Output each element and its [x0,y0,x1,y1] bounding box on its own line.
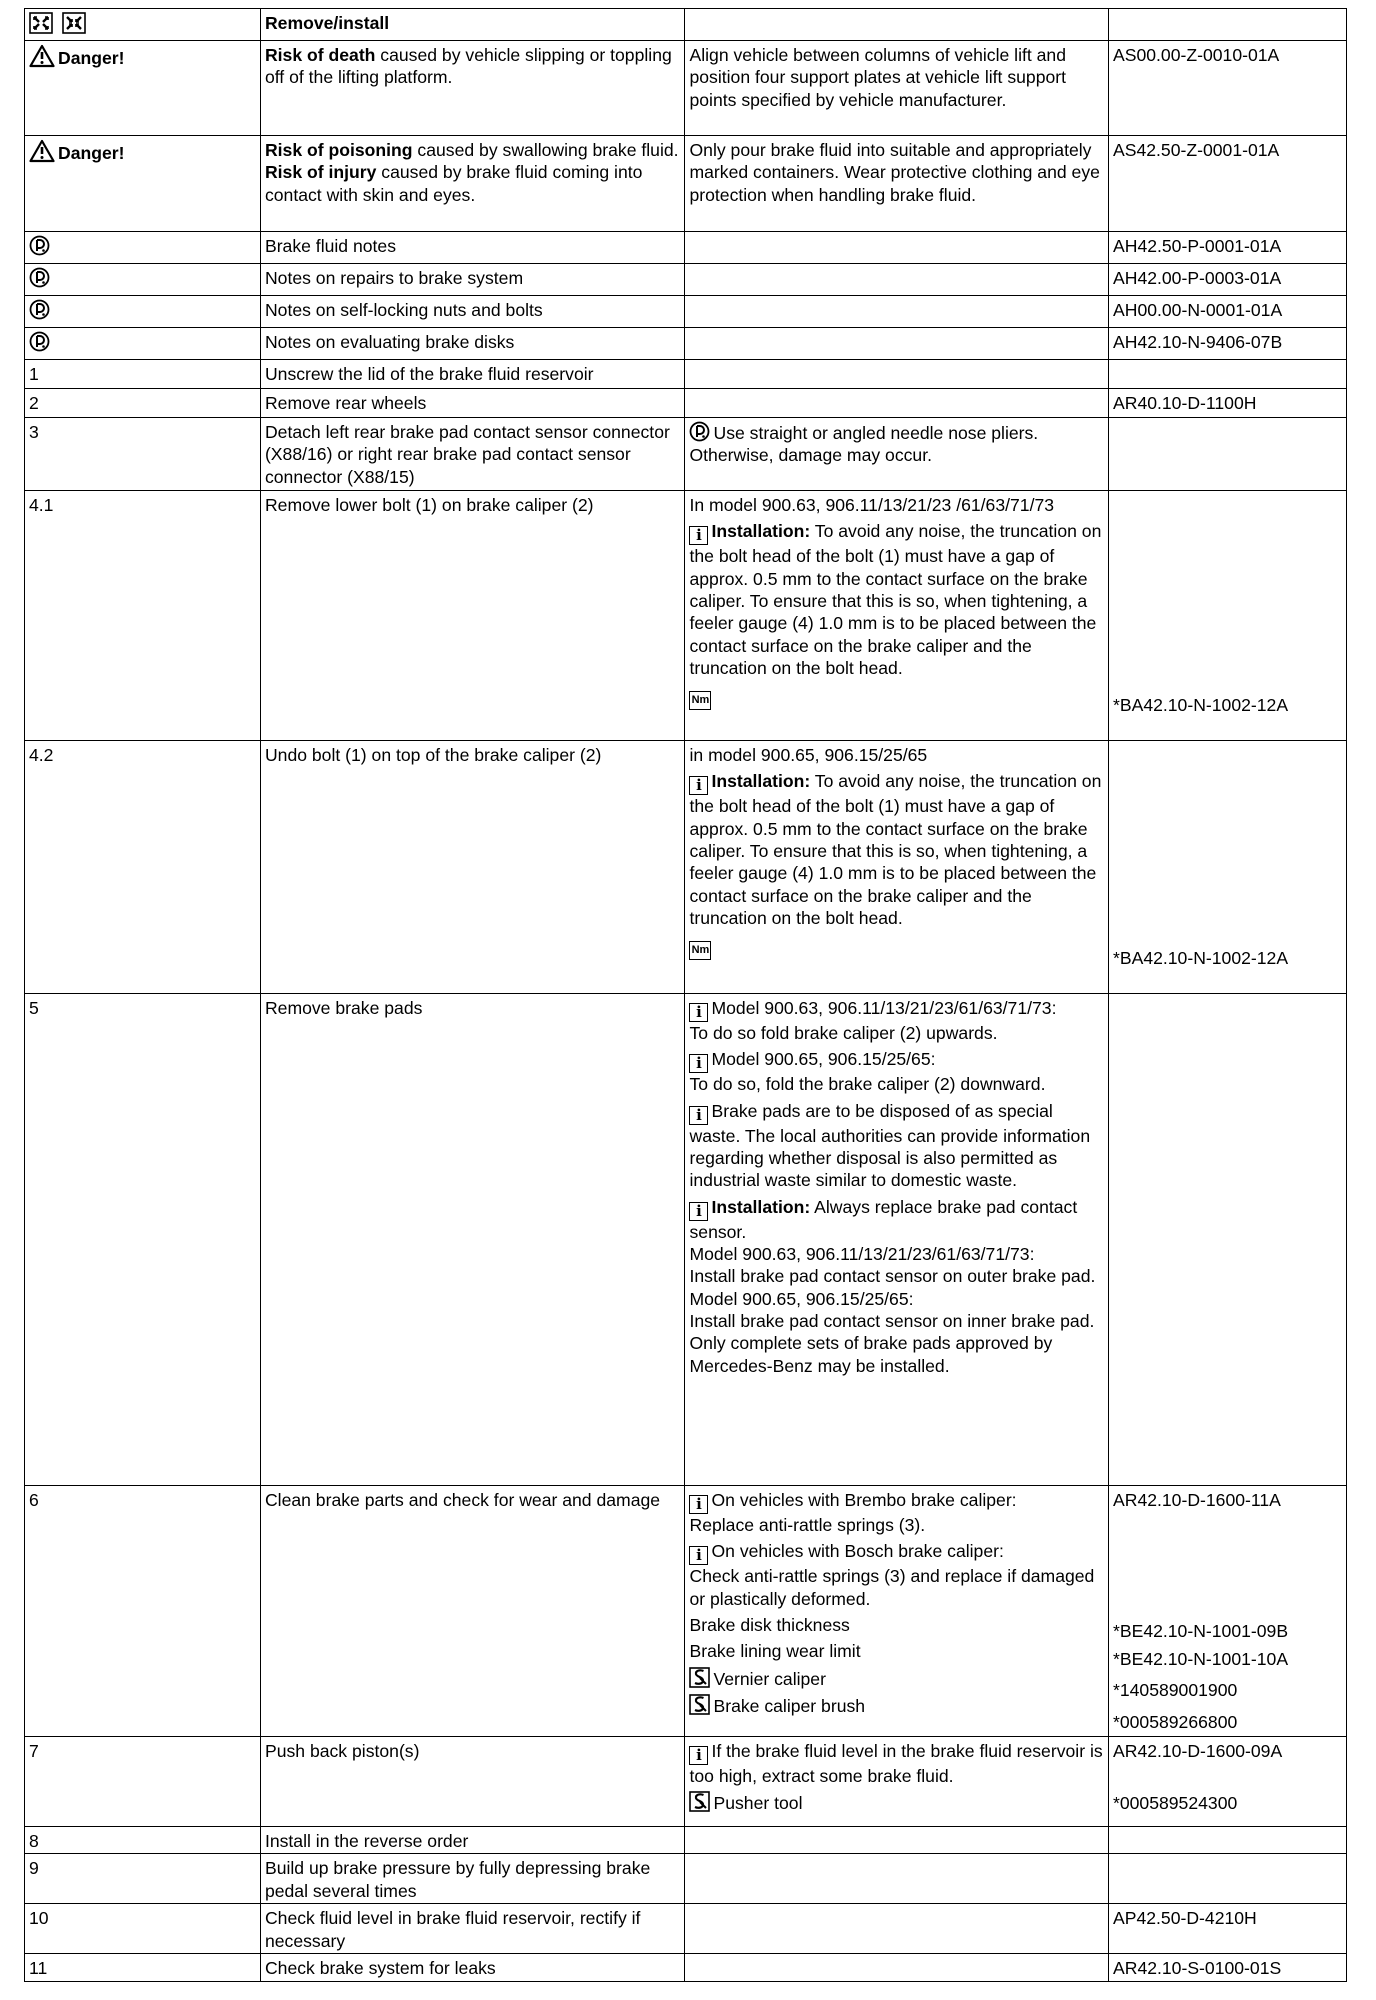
spec-line: Brake lining wear limit [689,1641,861,1662]
step-ref-cell [1109,360,1347,389]
ref-spacer [1113,1511,1342,1620]
note-empty-cell [685,232,1109,264]
torque-line [689,933,1104,960]
step-ref-cell [1109,994,1347,1486]
note-icon [29,235,50,256]
step-notes-cell [685,1954,1109,1981]
danger-ref: AS42.50-Z-0001-01A [1109,136,1347,232]
info-icon: i [689,1746,708,1765]
info-note [689,1048,1104,1095]
step-notes-cell [685,741,1109,994]
step-number: 6 [25,1486,261,1737]
step-notes-cell [685,360,1109,389]
step-row [25,360,1347,389]
step-row [25,741,1347,994]
step-action: Unscrew the lid of the brake fluid reservoir [260,360,685,389]
step-action: Clean brake parts and check for wear and damage [260,1486,685,1737]
torque-ref: *BA42.10-N-1002-12A [1113,695,1289,715]
note-empty-cell [685,296,1109,328]
note-line: On vehicles with Bosch brake caliper: [711,1541,1004,1562]
note-icon-cell [25,232,261,264]
remove-icon [29,12,53,34]
step-number: 1 [25,360,261,389]
step-row [25,389,1347,418]
step-row [25,994,1347,1486]
step-number: 2 [25,389,261,418]
danger-measure: Align vehicle between columns of vehicle lift and position four support plates at vehicle lift support points specified by vehicle manufacturer. [685,41,1109,136]
note-icon-cell [25,264,261,296]
note-line: To do so, fold the brake caliper (2) downward. [689,1074,1046,1095]
tool-ref: *140589001900 [1113,1680,1238,1701]
step-row [25,1737,1347,1827]
note-icon-cell [25,328,261,360]
step-notes-cell [685,418,1109,491]
torque-ref: *BA42.10-N-1002-12A [1113,948,1289,968]
step-notes-cell [685,994,1109,1486]
note-line: Check anti-rattle springs (3) and replace if damaged or plastically deformed. [689,1566,1095,1609]
step-ref-cell [1109,491,1347,741]
note-ref: AH42.00-P-0003-01A [1109,264,1347,296]
risk-text: caused by vehicle slipping or toppling off of the lifting platform. [264,45,672,88]
special-tool-icon [689,1667,710,1688]
installation-note [689,770,1104,929]
note-icon-cell [25,296,261,328]
risk-text: caused by swallowing brake fluid. [412,140,679,160]
note-line: Brake pads are to be disposed of as special waste. The local authorities can provide information regarding whether disposal is also permitted as industrial waste similar to domestic waste. [689,1100,1091,1191]
step-notes-cell [685,389,1109,418]
info-icon: i [689,1054,708,1073]
header-row [25,9,1347,41]
danger-row [25,136,1347,232]
danger-risk-cell [260,136,685,232]
danger-label-cell [25,41,261,136]
step-ref: AR40.10-D-1100H [1109,389,1347,418]
note-line: Model 900.63, 906.11/13/21/23/61/63/71/73: [711,998,1057,1018]
step-action: Detach left rear brake pad contact sensor connector (X88/16) or right rear brake pad contact sensor connector (X88/15) [260,418,685,491]
danger-label: Danger! [58,143,125,163]
info-icon: i [689,1495,708,1514]
info-icon: i [689,776,708,795]
tool-label: Vernier caliper [713,1668,826,1689]
tool-ref: *000589524300 [1113,1793,1238,1814]
note-ref: AH00.00-N-0001-01A [1109,296,1347,328]
note-text: Notes on repairs to brake system [260,264,685,296]
warning-triangle-icon [29,139,55,163]
tool-label: Pusher tool [713,1793,803,1814]
installation-text: To avoid any noise, the truncation on the bolt head of the bolt (1) must have a gap of approx. 0.5 mm to the contact surface on the brake caliper. To ensure that this is so, when tightening, a feeler gauge (4) 1.0 mm is to be placed between the contact surface on the brake caliper and the truncation on the bolt head. [689,521,1102,679]
installation-label: Installation: [711,1196,811,1217]
spec-line: Brake disk thickness [689,1615,850,1636]
note-text: Brake fluid notes [260,232,685,264]
warning-triangle-icon [29,44,55,68]
step-number: 10 [25,1904,261,1954]
step-number: 8 [25,1827,261,1854]
info-icon: i [689,526,708,545]
note-row [25,232,1347,264]
danger-row [25,41,1347,136]
step-row [25,1854,1347,1904]
step-ref-cell [1109,1486,1347,1737]
step-ref: AR42.10-S-0100-01S [1109,1954,1347,1981]
note-line: Install brake pad contact sensor on inner brake pad. [689,1311,1095,1332]
spec-ref: *BE42.10-N-1001-10A [1113,1648,1289,1669]
note-line: Replace anti-rattle springs (3). [689,1515,926,1535]
step-action: Remove rear wheels [260,389,685,418]
danger-ref: AS00.00-Z-0010-01A [1109,41,1347,136]
step-notes-cell [685,1904,1109,1954]
step-notes-cell [685,1827,1109,1854]
note-line: Model 900.65, 906.15/25/65: [689,1288,914,1309]
note-line: If the brake fluid level in the brake fluid reservoir is too high, extract some brake fluid. [689,1741,1103,1786]
info-icon: i [689,1106,708,1125]
header-icons-cell [25,9,261,41]
step-row [25,1827,1347,1854]
step-ref: AP42.50-D-4210H [1109,1904,1347,1954]
step-number: 4.2 [25,741,261,994]
step-row [25,1954,1347,1981]
step-action: Install in the reverse order [260,1827,685,1854]
tool-label: Brake caliper brush [713,1696,866,1717]
danger-label: Danger! [58,48,125,68]
note-empty-cell [685,264,1109,296]
note-row [25,328,1347,360]
tool-ref: *000589266800 [1113,1712,1238,1733]
step-note-text: Use straight or angled needle nose pliers. Otherwise, damage may occur. [689,423,1039,466]
step-row [25,1904,1347,1954]
note-line: Model 900.63, 906.11/13/21/23/61/63/71/73: [689,1244,1035,1265]
step-action: Remove brake pads [260,994,685,1486]
torque-nm-icon: Nm [689,941,711,960]
note-empty-cell [685,328,1109,360]
repair-procedure-table [24,8,1347,1982]
special-tool-icon [689,1694,710,1715]
installation-label: Installation: [711,521,811,542]
note-line: Only complete sets of brake pads approved by Mercedes-Benz may be installed. [689,1333,1053,1376]
install-icon [62,12,86,34]
ref-spacer [1113,494,1342,694]
step-number: 4.1 [25,491,261,741]
note-row [25,296,1347,328]
step-notes-cell [685,491,1109,741]
info-note [689,1740,1104,1787]
torque-nm-icon: Nm [689,691,711,710]
info-note [689,1196,1104,1377]
note-icon [689,421,710,442]
ref-spacer [1113,1762,1342,1792]
note-ref: AH42.10-N-9406-07B [1109,328,1347,360]
step-row [25,418,1347,491]
installation-note [689,520,1104,679]
note-line: To do so fold brake caliper (2) upwards. [689,1023,998,1043]
danger-label-cell [25,136,261,232]
step-action: Push back piston(s) [260,1737,685,1827]
step-number: 9 [25,1854,261,1904]
note-icon [29,299,50,320]
step-ref: AR42.10-D-1600-11A [1113,1490,1281,1510]
risk-bold: Risk of poisoning [264,140,413,160]
step-number: 7 [25,1737,261,1827]
step-ref-cell [1109,1737,1347,1827]
installation-label: Installation: [711,771,811,792]
step-ref-cell [1109,1854,1347,1904]
note-icon [29,267,50,288]
info-note [689,997,1104,1044]
note-text: Notes on evaluating brake disks [260,328,685,360]
step-action: Check brake system for leaks [260,1954,685,1981]
info-note [689,1489,1104,1536]
note-line: Model 900.65, 906.15/25/65: [711,1049,936,1070]
danger-risk-cell [260,41,685,136]
header-empty-cell [685,9,1109,41]
note-ref: AH42.50-P-0001-01A [1109,232,1347,264]
tool-line [689,1694,1104,1717]
step-notes-cell [685,1486,1109,1737]
step-ref: AR42.10-D-1600-09A [1113,1741,1283,1761]
step-number: 3 [25,418,261,491]
note-row [25,264,1347,296]
step-ref-cell [1109,741,1347,994]
info-icon: i [689,1546,708,1565]
info-icon: i [689,1003,708,1022]
model-line: in model 900.65, 906.15/25/65 [689,745,928,765]
spec-ref: *BE42.10-N-1001-09B [1113,1621,1289,1642]
torque-line [689,683,1104,710]
header-ref-cell [1109,9,1347,41]
note-line: On vehicles with Brembo brake caliper: [711,1490,1017,1510]
risk-bold: Risk of death [264,45,376,65]
info-icon: i [689,1202,708,1221]
note-icon [29,331,50,352]
tool-line [689,1791,1104,1814]
step-row [25,1486,1347,1737]
step-row [25,491,1347,741]
info-note [689,1100,1104,1192]
ref-spacer [1113,744,1342,947]
note-text: Notes on self-locking nuts and bolts [260,296,685,328]
risk-text: caused by brake fluid coming into contact with skin and eyes. [264,162,643,205]
installation-text: Always replace brake pad contact sensor. [689,1196,1078,1242]
step-ref-cell [1109,418,1347,491]
info-note [689,1540,1104,1610]
note-line: Install brake pad contact sensor on outer brake pad. [689,1266,1096,1287]
step-notes-cell [685,1737,1109,1827]
step-action: Check fluid level in brake fluid reservoir, rectify if necessary [260,1904,685,1954]
risk-bold: Risk of injury [264,162,377,183]
tool-line [689,1667,1104,1690]
step-ref-cell [1109,1827,1347,1854]
step-number: 5 [25,994,261,1486]
step-action: Build up brake pressure by fully depressing brake pedal several times [260,1854,685,1904]
special-tool-icon [689,1791,710,1812]
model-line: In model 900.63, 906.11/13/21/23 /61/63/71/73 [689,495,1055,515]
step-number: 11 [25,1954,261,1981]
step-notes-cell [685,1854,1109,1904]
header-title: Remove/install [260,9,685,41]
installation-text: To avoid any noise, the truncation on the bolt head of the bolt (1) must have a gap of approx. 0.5 mm to the contact surface on the brake caliper. To ensure that this is so, when tightening, a feeler gauge (4) 1.0 mm is to be placed between the contact surface on the brake caliper and the truncation on the bolt head. [689,771,1102,929]
step-action: Remove lower bolt (1) on brake caliper (2) [260,491,685,741]
step-action: Undo bolt (1) on top of the brake caliper (2) [260,741,685,994]
danger-measure: Only pour brake fluid into suitable and appropriately marked containers. Wear protective clothing and eye protection when handling brake fluid. [685,136,1109,232]
